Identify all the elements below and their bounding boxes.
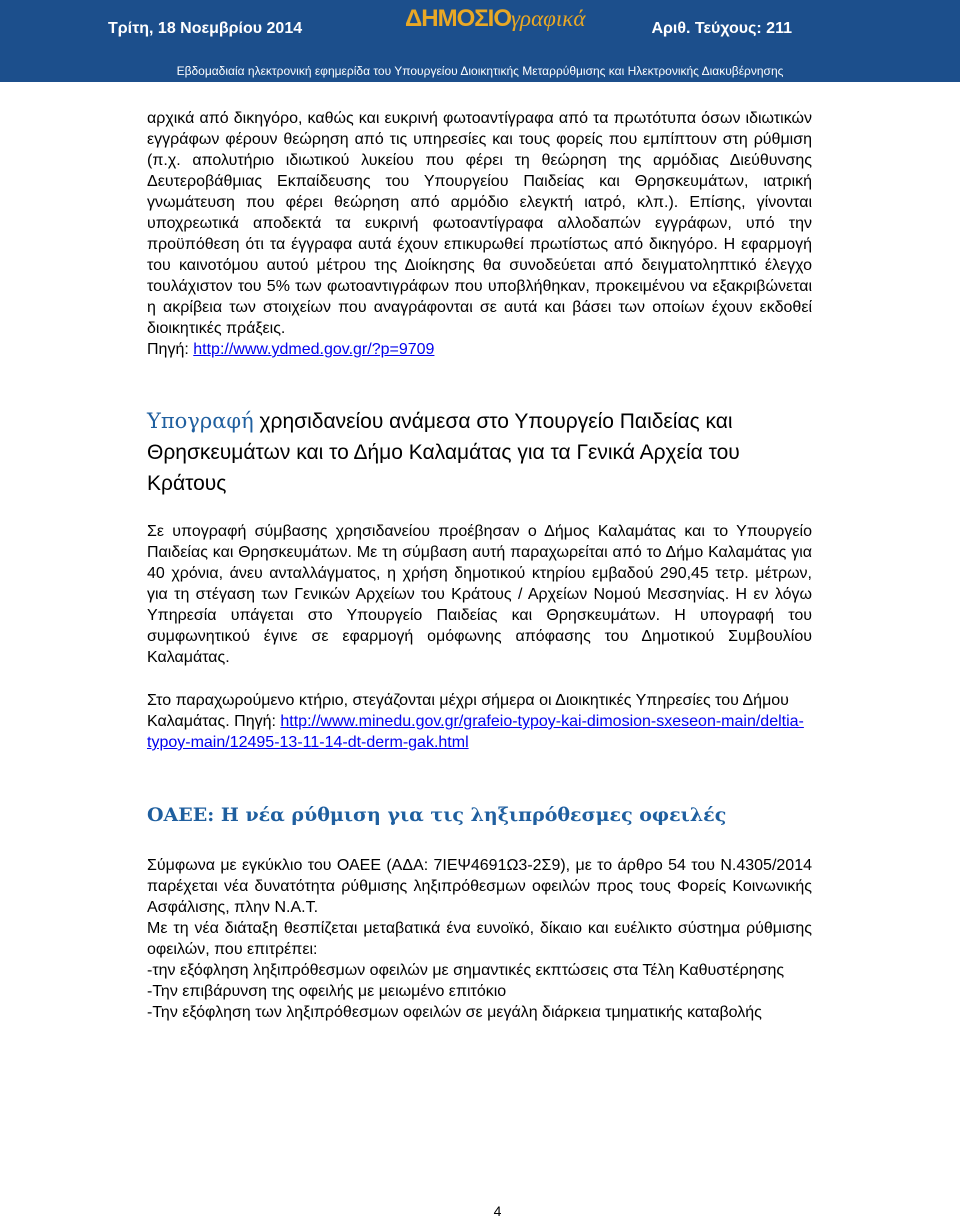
- issue-number: Αριθ. Τεύχους: 211: [651, 20, 792, 37]
- page-content: [147, 108, 812, 1023]
- article3-intro: Σύμφωνα με εγκύκλιο του ΟΑΕΕ (ΑΔΑ: 7ΙΕΨ4691Ω3-2Σ9), με το άρθρο 54 του Ν.4305/2014 παρέχεται νέα δυνατότητα ρύθμισης ληξιπρόθεσμων οφειλών προς τους Φορείς Κοινωνικής Ασφάλισης, πλην Ν.Α.Τ.: [147, 857, 812, 916]
- article1-body: [147, 108, 812, 360]
- article2-paragraph1: Σε υπογραφή σύμβασης χρησιδανείου προέβησαν ο Δήμος Καλαμάτας και το Υπουργείο Παιδείας και Θρησκευμάτων. Με τη σύμβαση αυτή παραχωρείται από το Δήμο Καλαμάτας για 40 χρόνια, άνευ ανταλλάγματος, η χρήση δημοτικού κτηρίου εμβαδού 290,45 τετρ. μέτρων, για τη στέγαση των Γενικών Αρχείων του Κράτους / Αρχείων Νομού Μεσσηνίας. Η εν λόγω Υπηρεσία υπάγεται στο Υπουργείο Παιδείας και Θρησκευμάτων. Η υπογραφή του συμφωνητικού έγινε σε εφαρμογή ομόφωνης απόφασης του Δημοτικού Συμβουλίου Καλαμάτας.: [147, 523, 812, 666]
- newspaper-subtitle: Εβδομαδιαία ηλεκτρονική εφημερίδα του Υπουργείου Διοικητικής Μεταρρύθμισης και Ηλεκτρονικής Διακυβέρνησης: [176, 64, 784, 78]
- article2-paragraph2-text: Στο παραχωρούμενο κτήριο, στεγάζονται μέχρι σήμερα οι Διοικητικές Υπηρεσίες του Δήμου Καλαμάτας. Πηγή:: [147, 692, 789, 730]
- article3-line2: Με τη νέα διάταξη θεσπίζεται μεταβατικά ένα ευνοϊκό, δίκαιο και ευέλικτο σύστημα ρύθμισης οφειλών, που επιτρέπει:: [147, 920, 812, 958]
- list-item: -Την επιβάρυνση της οφειλής με μειωμένο επιτόκιο: [147, 983, 507, 1000]
- article1-source-link[interactable]: http://www.ydmed.gov.gr/?p=9709: [193, 341, 435, 358]
- article1-source-label: Πηγή:: [147, 341, 194, 358]
- article3-title: ΟΑΕΕ: Η νέα ρύθμιση για τις ληξιπρόθεσμες οφειλές: [147, 804, 727, 826]
- article2-title-rest: χρησιδανείου ανάμεσα στο Υπουργείο Παιδείας και Θρησκευμάτων και το Δήμο Καλαμάτας για τα Γενικά Αρχεία του Κράτους: [147, 410, 740, 495]
- list-item: -την εξόφληση ληξιπρόθεσμων οφειλών με σημαντικές εκπτώσεις στα Τέλη Καθυστέρησης: [147, 962, 785, 979]
- page-number: 4: [493, 1203, 502, 1219]
- article2-paragraph2: [147, 690, 812, 753]
- list-item: -Την εξόφληση των ληξιπρόθεσμων οφειλών σε μεγάλη διάρκεια τμηματικής καταβολής: [147, 1004, 762, 1021]
- logo-text-script: γραφικά: [510, 6, 586, 31]
- article2-source-link[interactable]: http://www.minedu.gov.gr/grafeio-typoy-kai-dimosion-sxeseon-main/deltia-typoy-main/12495-13-11-14-dt-derm-gak.html: [147, 713, 804, 751]
- article1-text: αρχικά από δικηγόρο, καθώς και ευκρινή φωτοαντίγραφα από τα πρωτότυπα όσων ιδιωτικών εγγράφων φέρουν θεώρηση από τις υπηρεσίες και τους φορείς που εμπίπτουν στη ρύθμιση (π.χ. απολυτήριο ιδιωτικού λυκείου που φέρει τη θεώρηση της αρμόδιας Διεύθυνσης Δευτεροβάθμιας Εκπαίδευσης του Υπουργείου Παιδείας και Θρησκευμάτων, ιατρική γνωμάτευση που φέρει θεώρηση από αρμόδιο ελεγκτή ιατρό, κλπ.). Επίσης, γίνονται υποχρεωτικά αποδεκτά τα ευκρινή φωτοαντίγραφα αλλοδαπών εγγράφων, υπό την προϋπόθεση ότι τα έγγραφα αυτά έχουν επικυρωθεί πρωτίστως από δικηγόρο. Η εφαρμογή του καινοτόμου αυτού μέτρου της Διοίκησης θα συνοδεύεται από δειγματοληπτικό έλεγχο τουλάχιστον του 5% των φωτοαντιγράφων που υποβλήθηκαν, προκειμένου να εξακριβώνεται η ακρίβεια των στοιχείων που αναγράφονται σε αυτά και βάσει των οποίων έχουν εκδοθεί διοικητικές πράξεις.: [147, 110, 812, 337]
- article2-title-highlight: Υπογραφή: [147, 409, 254, 433]
- article2-title: [147, 406, 812, 499]
- issue-date: Τρίτη, 18 Νοεμβρίου 2014: [108, 20, 303, 37]
- newspaper-logo: [405, 5, 585, 33]
- logo-text-main: ΔΗΜΟΣΙΟ: [405, 5, 511, 32]
- newspaper-header: [0, 0, 960, 82]
